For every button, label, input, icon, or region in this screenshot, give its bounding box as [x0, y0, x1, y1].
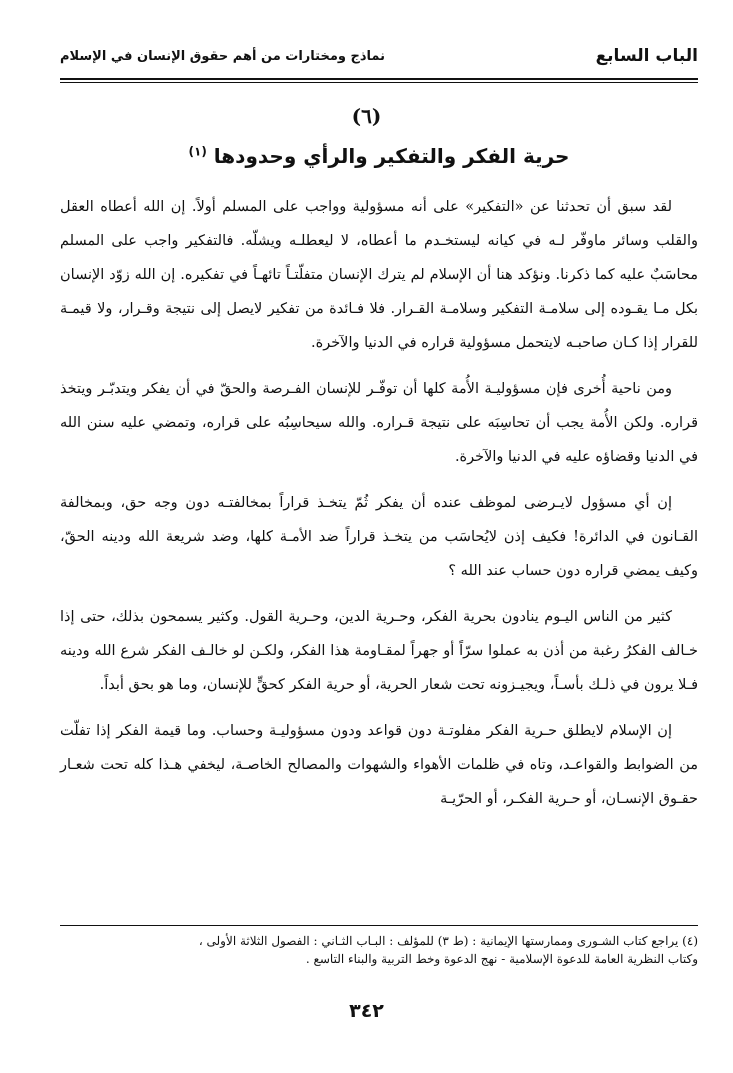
footnote-line: (٤) يراجع كتاب الشـورى وممارستها الإيمانية : (ط ٣) للمؤلف : البـاب الثـاني : الفصول الثلاثة الأولى ، [198, 934, 698, 948]
footnote [60, 932, 698, 968]
paragraph: إن الإسلام لايطلق حـرية الفكر مفلوتـة دون قواعد ودون مسؤوليـة وحساب. وما قيمة الفكر إذا تفلّت من الضوابط والقواعـد، وتاه في ظلمات الأهواء والشهوات والمصالح الخاصـة، ليخفي هـذا كله تحت شعـار حقـوق الإنسـان، أو حـرية الفكـر، أو الحرّيـة [60, 723, 698, 807]
page-title [60, 144, 698, 168]
title-footnote-ref: (١) [188, 144, 207, 159]
paragraph: إن أي مسؤول لايـرضى لموظف عنده أن يفكر ثُمّ يتخـذ قراراً بمخالفتـه دون وجه حق، وبمخالفة القـانون في الدائرة! فكيف إذن لايُحاسَب من يتخـذ قراراً ضد الأمـة كلها، وضد شريعة الله ودينه الحقّ، وكيف يمضي قراره دون حساب عند الله ؟ [60, 495, 698, 579]
footnote-line: وكتاب النظرية العامة للدعوة الإسلامية - نهج الدعوة وخط التربية والبناء التاسع . [305, 952, 698, 966]
body-text [60, 190, 698, 828]
paragraph: لقد سبق أن تحدثنا عن «التفكير» على أنه مسؤولية وواجب على المسلم أولاً. إن الله أعطاه العقل والقلب وسائر ماوفّر لـه في كيانه ليستخـدم ما أعطاه، لا ليعطلـه ويشلّه. فالتفكير واجب على المسلم محاسَبٌ عليه كما ذكرنا. ونؤكد هنا أن الإسلام لم يترك الإنسان متفلّتـاً تائهـاً في تفكيره. إن الله زوّد الإنسان بكل مـا يقـوده إلى سلامـة التفكير وسلامـة القـرار. فلا فـائدة من تفكير لايصل إلى نتيجة وقـرار، ولا قيمـة للقرار إذا كـان صاحبـه لايتحمل مسؤولية قراره في الدنيا والآخرة. [60, 199, 698, 351]
footnote-rule [60, 925, 698, 926]
paragraph: ومن ناحية أُخرى فإن مسؤوليـة الأُمة كلها أن توفّـر للإنسان الفـرصة والحقّ في أن يفكر ويتدبّـر ويتخذ قراره. ولكن الأُمة يجب أن تحاسِبَه على نتيجة قـراره. والله سيحاسِبُه على قراره، وتمضي عليه سنن الله في الدنيا وقضاؤه عليه في الدنيا والآخرة. [60, 381, 698, 465]
paragraph: كثير من الناس اليـوم ينادون بحرية الفكر، وحـرية الدين، وحـرية القول. وكثير يسمحون بذلك، حتى إذا خـالف الفكرُ رغبة من أذن به عملوا سرّاً أو جهراً لمقـاومة هذا الفكر، ولكـن لو خالـف الفكر شرع الله ودينه فـلا يرون في ذلـك بأسـاً، ويجيـزونه تحت شعار الحرية، أو حرية الفكر كحقٍّ للإنسان، وما هو بحق أبداً. [60, 609, 698, 693]
section-label: نماذج ومختارات من أهم حقوق الإنسان في الإسلام [60, 48, 386, 64]
running-header [60, 38, 698, 74]
header-rule [60, 78, 698, 83]
page-number: ٣٤٢ [349, 1000, 384, 1022]
section-number: (٦) [351, 104, 382, 128]
title-text: حرية الفكر والتفكير والرأي وحدودها [213, 144, 570, 168]
chapter-label: الباب السابع [595, 46, 698, 66]
